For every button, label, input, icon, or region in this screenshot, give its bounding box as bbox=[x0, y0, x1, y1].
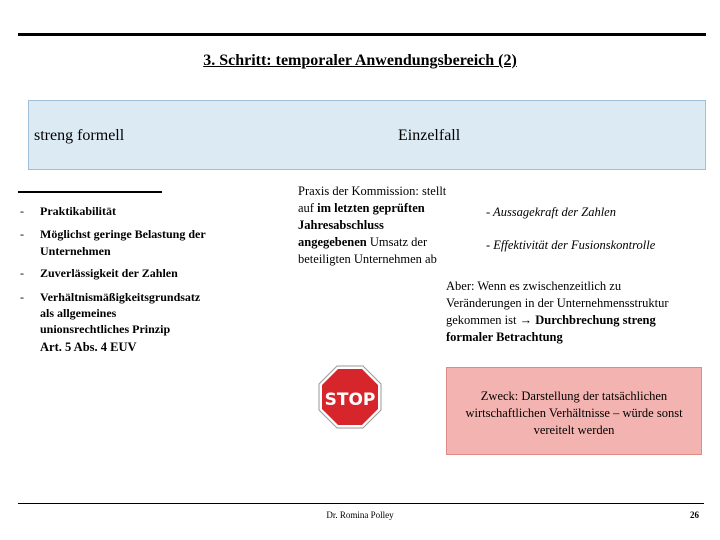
bullet-item-cont: als allgemeines bbox=[40, 306, 117, 320]
slide-title: 3. Schritt: temporaler Anwendungsbereich (2) bbox=[203, 52, 517, 69]
spectrum-box bbox=[28, 100, 706, 170]
aber-line: formaler Betrachtung bbox=[446, 330, 563, 344]
praxis-line: angegebenen Umsatz der bbox=[298, 235, 428, 249]
bullet-dash: - bbox=[20, 227, 24, 241]
bullet-item: Verhältnismäßigkeitsgrundsatz bbox=[40, 290, 201, 304]
side-point: - Aussagekraft der Zahlen bbox=[486, 205, 616, 219]
bullet-item-cont: unionsrechtliches Prinzip bbox=[40, 322, 171, 336]
spectrum-left-label: streng formell bbox=[34, 127, 125, 144]
footer-author: Dr. Romina Polley bbox=[326, 510, 394, 520]
zweck-line: wirtschaftlichen Verhältnisse – würde sonst bbox=[465, 406, 683, 420]
top-rule bbox=[18, 33, 706, 36]
bottom-rule bbox=[18, 503, 704, 504]
bullet-item-cont: Unternehmen bbox=[40, 244, 111, 258]
bullet-item: Zuverlässigkeit der Zahlen bbox=[40, 266, 178, 280]
bullet-item-cont: Art. 5 Abs. 4 EUV bbox=[40, 340, 137, 354]
praxis-line: beteiligten Unternehmen ab bbox=[298, 252, 437, 266]
zweck-line: vereitelt werden bbox=[533, 423, 615, 437]
bullet-dash: - bbox=[20, 266, 24, 280]
zweck-box bbox=[446, 367, 702, 455]
praxis-line: Jahresabschluss bbox=[298, 218, 384, 232]
praxis-line: Praxis der Kommission: stellt bbox=[298, 184, 447, 198]
zweck-line: Zweck: Darstellung der tatsächlichen bbox=[480, 389, 668, 403]
bullet-dash: - bbox=[20, 290, 24, 304]
stop-sign-icon bbox=[318, 365, 382, 429]
aber-text bbox=[446, 278, 716, 346]
side-point: - Effektivität der Fusionskontrolle bbox=[486, 238, 656, 252]
arrow-right-icon: → bbox=[519, 313, 533, 327]
praxis-line: auf im letzten geprüften bbox=[298, 201, 425, 215]
section-rule bbox=[18, 191, 162, 193]
aber-line: Aber: Wenn es zwischenzeitlich zu bbox=[446, 279, 622, 293]
bullet-dash: - bbox=[20, 204, 24, 218]
aber-line: Veränderungen in der Unternehmensstruktur bbox=[446, 296, 669, 310]
aber-line: gekommen ist → Durchbrechung streng bbox=[446, 313, 656, 327]
stop-sign-text: STOP bbox=[324, 390, 376, 410]
bullet-item: Praktikabilität bbox=[40, 204, 117, 218]
spectrum-right-label: Einzelfall bbox=[398, 127, 461, 144]
praxis-text bbox=[298, 183, 470, 268]
page-number: 26 bbox=[690, 510, 699, 520]
bullet-item: Möglichst geringe Belastung der bbox=[40, 227, 206, 241]
